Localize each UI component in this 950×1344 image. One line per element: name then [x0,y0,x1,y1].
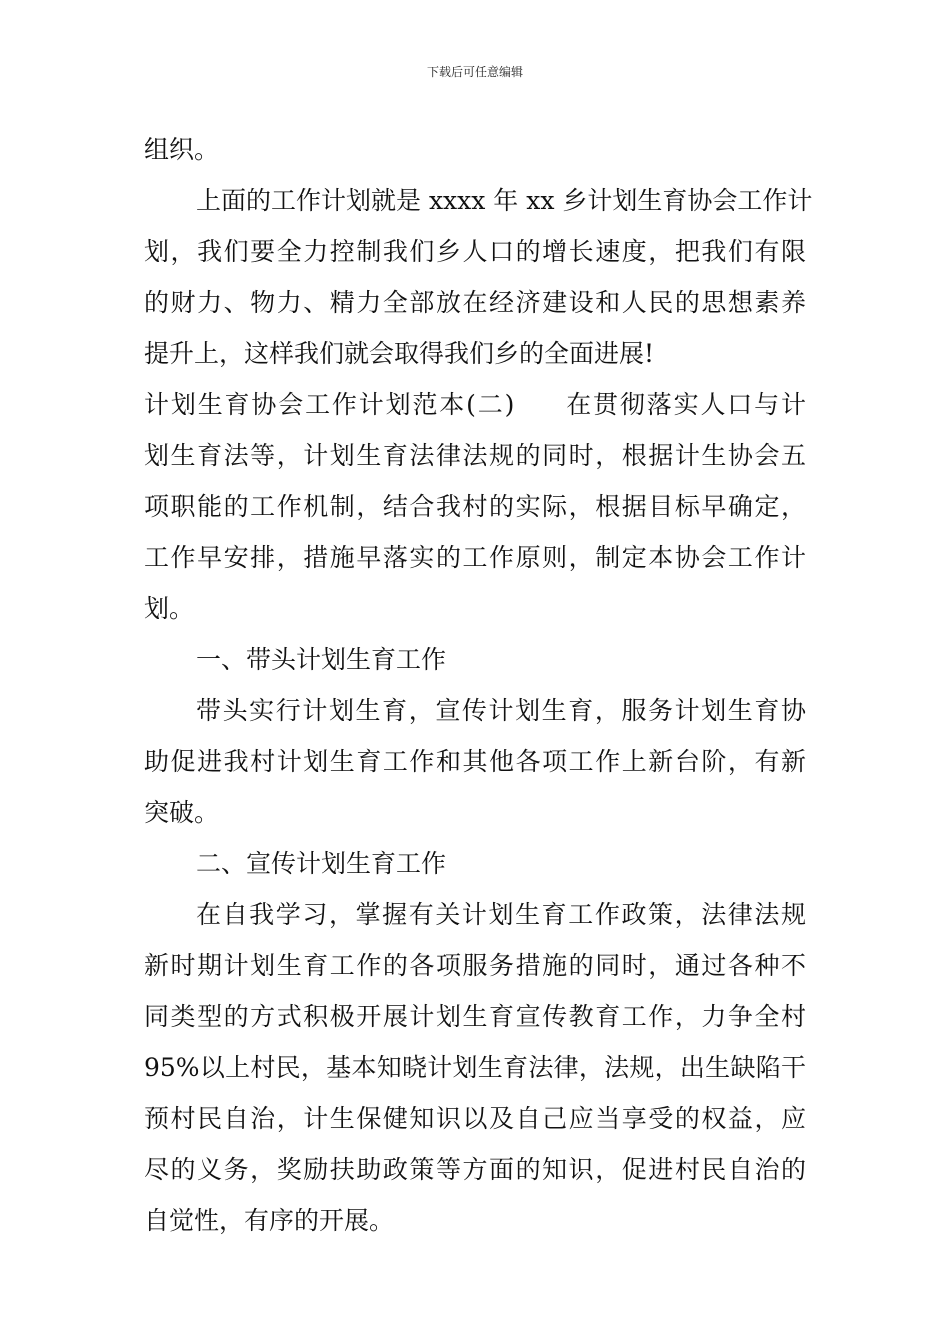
subheading: 二、宣传计划生育工作 [196,849,447,878]
text-line: 上面的工作计划就是 xxxx 年 xx 乡计划生育协会工作计 [196,186,813,215]
text-line: 新时期计划生育工作的各项服务措施的同时，通过各种不 [144,951,806,980]
text-line: 工作早安排，措施早落实的工作原则，制定本协会工作计 [144,543,806,572]
subheading: 一、带头计划生育工作 [196,645,447,674]
text-line: 突破。 [144,798,220,827]
text-line: 预村民自治，计生保健知识以及自己应当享受的权益，应 [144,1104,806,1133]
text-line: 组织。 [144,135,220,164]
section-heading: 计划生育协会工作计划范本(二) [144,390,515,419]
page-header: 下载后可任意编辑 [426,65,523,79]
text-line: 划生育法等，计划生育法律法规的同时，根据计生协会五 [144,441,806,470]
text-line: 自觉性，有序的开展。 [144,1206,395,1235]
text-line: 95%以上村民，基本知晓计划生育法律，法规，出生缺陷干 [144,1053,806,1082]
text-line: 划。 [144,594,195,623]
text-line: 项职能的工作机制，结合我村的实际，根据目标早确定， [144,492,806,521]
text-line: 的财力、物力、精力全部放在经济建设和人民的思想素养 [144,288,806,317]
heading-line [144,379,806,430]
text-line: 在自我学习，掌握有关计划生育工作政策，法律法规 [196,900,806,929]
text-line: 同类型的方式积极开展计划生育宣传教育工作，力争全村 [144,1002,806,1031]
document-body [144,124,813,1246]
text-line: 划，我们要全力控制我们乡人口的增长速度，把我们有限 [144,237,806,266]
text-line: 在贯彻落实人口与计 [564,390,806,419]
text-line: 尽的义务，奖励扶助政策等方面的知识，促进村民自治的 [144,1155,806,1184]
text-line: 提升上，这样我们就会取得我们乡的全面进展! [144,339,655,368]
text-line: 带头实行计划生育，宣传计划生育，服务计划生育协 [196,696,806,725]
text-line: 助促进我村计划生育工作和其他各项工作上新台阶，有新 [144,747,806,776]
